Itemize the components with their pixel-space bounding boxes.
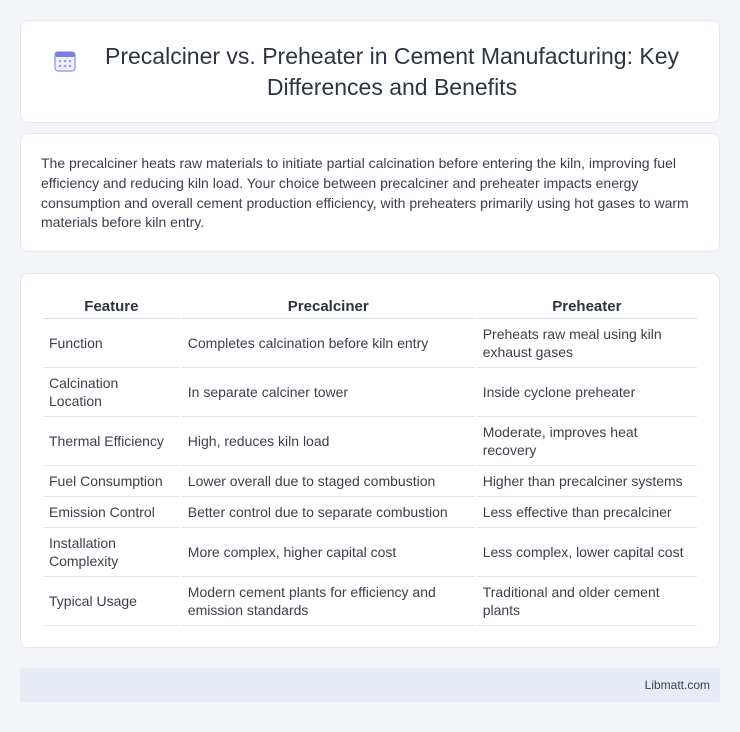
page-title: Precalciner vs. Preheater in Cement Manufacturing: Key Differences and Benefits <box>105 42 679 100</box>
table-header-row <box>43 295 697 319</box>
precalciner-cell: Better control due to separate combustion <box>182 497 475 528</box>
feature-cell: Calcination Location <box>43 368 180 417</box>
feature-cell: Function <box>43 319 180 368</box>
preheater-cell: Higher than precalciner systems <box>477 466 697 497</box>
preheater-cell: Traditional and older cement plants <box>477 577 697 626</box>
table-row <box>43 417 697 466</box>
table-row <box>43 577 697 626</box>
footer-bar <box>20 668 720 702</box>
precalciner-cell: In separate calciner tower <box>182 368 475 417</box>
feature-cell: Thermal Efficiency <box>43 417 180 466</box>
precalciner-cell: High, reduces kiln load <box>182 417 475 466</box>
preheater-cell: Less complex, lower capital cost <box>477 528 697 577</box>
table-row <box>43 319 697 368</box>
feature-cell: Emission Control <box>43 497 180 528</box>
preheater-cell: Less effective than precalciner <box>477 497 697 528</box>
comparison-table <box>41 295 699 626</box>
table-row <box>43 497 697 528</box>
header-feature: Feature <box>43 295 180 319</box>
table-row <box>43 466 697 497</box>
preheater-cell: Preheats raw meal using kiln exhaust gases <box>477 319 697 368</box>
intro-card <box>20 133 720 252</box>
table-row <box>43 528 697 577</box>
feature-cell: Installation Complexity <box>43 528 180 577</box>
precalciner-cell: More complex, higher capital cost <box>182 528 475 577</box>
precalciner-cell: Modern cement plants for efficiency and emission standards <box>182 577 475 626</box>
footer-site-link[interactable]: Libmatt.com <box>644 678 710 692</box>
preheater-cell: Inside cyclone preheater <box>477 368 697 417</box>
feature-cell: Fuel Consumption <box>43 466 180 497</box>
table-row <box>43 368 697 417</box>
feature-cell: Typical Usage <box>43 577 180 626</box>
comparison-card <box>20 273 720 648</box>
header-precalciner: Precalciner <box>182 295 475 319</box>
intro-paragraph: The precalciner heats raw materials to initiate partial calcination before entering the kiln, improving fuel efficiency and reducing kiln load. Your choice between precalciner and preheater impacts energy consumption and overall cement production efficiency, with preheaters primarily using hot gases to warm materials before kiln entry. <box>41 155 689 231</box>
title-card <box>20 20 720 123</box>
header-preheater: Preheater <box>477 295 697 319</box>
precalciner-cell: Completes calcination before kiln entry <box>182 319 475 368</box>
precalciner-cell: Lower overall due to staged combustion <box>182 466 475 497</box>
preheater-cell: Moderate, improves heat recovery <box>477 417 697 466</box>
